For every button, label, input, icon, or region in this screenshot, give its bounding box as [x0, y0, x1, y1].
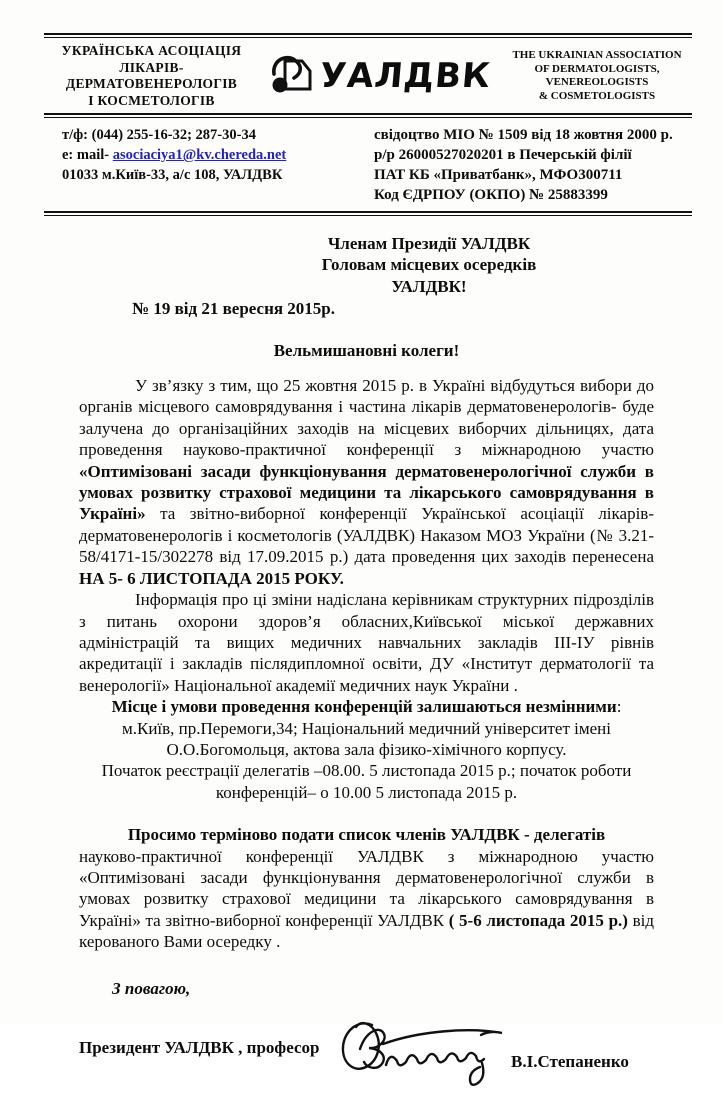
paragraph-election-notice — [79, 375, 654, 589]
p1-text: та звітно-виборної конференції Української асоціації лікарів-дерматовенерологів і косметологів (УАЛДВК) Наказом МОЗ України (№ 3.21-58/4171-15/302278 від 17.09.2015 р.) дата проведення цих заходів перенесена — [79, 504, 654, 567]
p1-new-date: НА 5- 6 ЛИСТОПАДА 2015 РОКУ. — [79, 568, 344, 588]
edrpou-code-line: Код ЄДРПОУ (ОКПО) № 25883399 — [374, 187, 608, 203]
signer-title: Президент УАЛДВК , професор — [79, 1038, 320, 1057]
p1-conference-title: «Оптимізовані засади функціонування дерматовенерологічної служби в умовах розвитку страхової медицини та лікарського самоврядування в Україні» — [79, 461, 654, 524]
request-text: від керованого Вами осередку . — [79, 910, 654, 952]
request-text: науково-практичної конференції УАЛДВК з міжнародною участю «Оптимізовані засади функціонування дерматовенерологічної служби в умовах розвитку страхової медицини та лікарського самоврядування в Україні» та звітно-виборної конференції УАЛДВК — [79, 846, 654, 930]
venue-heading-text: Місце і умови проведення конференцій залишаються незмінними — [111, 697, 617, 717]
request-heading: Просимо терміново подати список членів УАЛДВК - делегатів — [127, 825, 606, 845]
paragraph-request-details — [79, 846, 654, 953]
venue-heading-colon: : — [616, 697, 622, 717]
mortar-emblem-icon — [271, 52, 317, 101]
letterhead — [44, 38, 692, 113]
reference-number-line: № 19 від 21 вересня 2015р. — [132, 299, 336, 319]
regards-line: З повагою, — [112, 978, 191, 998]
request-date: ( 5-6 листопада 2015 р.) — [448, 910, 628, 930]
org-uk-line: УКРАЇНСЬКА АСОЦІАЦІЯ — [61, 43, 242, 58]
addressee-block — [264, 233, 594, 297]
bank-account-line: р/р 26000527020201 в Печерській філії — [374, 147, 632, 163]
org-name-ukrainian — [44, 43, 259, 109]
p1-text: У зв’язку з тим, що 25 жовтня 2015 р. в Україні відбудуться вибори до органів місцевого самоврядування і частина лікарів дерматовенерологів- буде залучена до організаційних заходів на місцевих виборчих дільницях, дата проведення науково-практичної конференції з міжнародною участю — [79, 376, 654, 460]
org-en-line: & COSMETOLOGISTS — [538, 89, 656, 102]
org-name-english — [502, 49, 692, 103]
org-en-line: OF DERMATOLOGISTS, — [534, 62, 660, 75]
bank-name-line: ПАТ КБ «Приватбанк», МФО300711 — [374, 167, 623, 183]
contact-block — [44, 118, 692, 211]
logo-wordmark: УАЛДВК — [317, 56, 493, 96]
signer-name: В.І.Степаненко — [511, 1052, 629, 1071]
org-en-line: VENEREOLOGISTS — [545, 76, 649, 88]
venue-heading — [79, 696, 654, 717]
venue-address-line: м.Київ, пр.Перемоги,34; Національний медичний університет імені О.О.Богомольця, актова зала фізико-хімічного корпусу. — [121, 718, 612, 759]
contact-left-column — [44, 125, 374, 205]
contact-right-column — [374, 125, 692, 205]
email-line — [62, 145, 374, 165]
org-uk-line: І КОСМЕТОЛОГІВ — [88, 92, 215, 108]
association-logo — [259, 52, 502, 101]
addressee-line: Головам місцевих осередків — [321, 255, 537, 275]
signature-row — [79, 1021, 654, 1101]
paragraph-information-sent: Інформація про ці зміни надіслана керівникам структурних підрозділів з питань охорони здоров’я обласних,Київської міської державних адміністрацій та вищих медичних навчальних закладів ІІІ-ІУ рівнів акредитації і закладів післядипломної освіти, ДУ «Інститут дерматології та венерології» Національної академії медичних наук України . — [79, 590, 654, 695]
handwritten-signature-icon — [334, 1007, 519, 1107]
org-uk-line: ЛІКАРІВ-ДЕРМАТОВЕНЕРОЛОГІВ — [65, 59, 238, 91]
email-label: e: mail- — [62, 147, 110, 163]
addressee-line: УАЛДВК! — [391, 276, 467, 296]
contact-divider-rule — [44, 211, 692, 216]
closing-block — [79, 978, 654, 1098]
salutation: Вельмишановні колеги! — [273, 340, 460, 360]
certificate-line: свідоцтво МІО № 1509 від 18 жовтня 2000 р. — [374, 127, 673, 143]
registration-times-line: Початок реєстрації делегатів –08.00. 5 листопада 2015 р.; початок роботи конференцій– о 10.00 5 листопада 2015 р. — [101, 761, 632, 802]
email-link[interactable]: asociaciya1@kv.chereda.net — [112, 147, 287, 163]
addressee-line: Членам Президії УАЛДВК — [327, 234, 531, 253]
phone-line: т/ф: (044) 255-16-32; 287-30-34 — [62, 127, 256, 143]
address-line: 01033 м.Київ-33, а/с 108, УАЛДВК — [62, 167, 283, 183]
letter-body — [79, 233, 654, 1098]
org-en-line: THE UKRAINIAN ASSOCIATION — [512, 49, 682, 61]
